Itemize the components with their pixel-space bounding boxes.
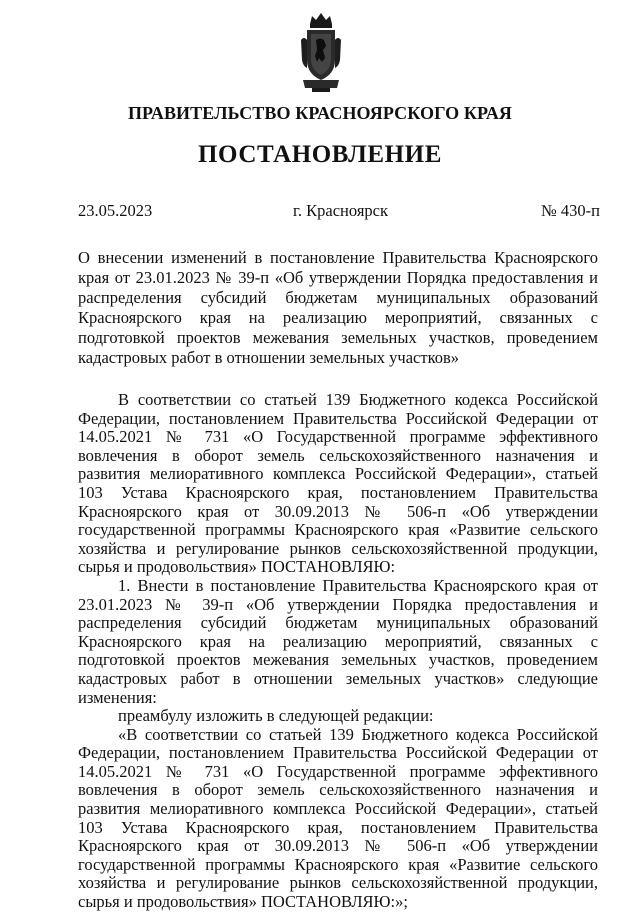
- document-body: [78, 391, 598, 912]
- document-date: 23.05.2023: [78, 201, 153, 220]
- item-1-subparagraph: преамбулу изложить в следующей редакции:: [118, 706, 434, 726]
- document-type-title: ПОСТАНОВЛЕНИЕ: [197, 141, 443, 168]
- document-subject: О внесении изменений в постановление Правительства Красноярского края от 23.01.2023 № 39-п «Об утверждении Порядка предоставления и распределения субсидий бюджетам муниципальных образований Красноярского края на реализацию мероприятий, связанных с подготовкой проектов межевания земельных участков, проведением кадастровых работ в отношении земельных участков»: [78, 248, 598, 368]
- item-1-paragraph: 1. Внести в постановление Правительства Красноярского края от 23.01.2023 № 39-п «Об утверждении Порядка предоставления и распределения субсидий бюджетам муниципальных образований Красноярского края на реализацию мероприятий, связанных с подготовкой проектов межевания земельных участков, проведением кадастровых работ в отношении земельных участков» следующие изменения:: [78, 575, 598, 707]
- coat-of-arms-icon: [298, 10, 344, 94]
- document-city: г. Красноярск: [293, 201, 389, 220]
- quoted-preamble-paragraph: «В соответствии со статьей 139 Бюджетного кодекса Российской Федерации, постановлением Правительства Российской Федерации от 14.05.2021 № 731 «О Государственной программе эффективного вовлечения в оборот земель сельскохозяйственного назначения и развития мелиоративного комплекса Российской Федерации», статьей 103 Устава Красноярского края, постановлением Правительства Красноярского края от 30.09.2013 № 506-п «Об утверждении государственной программы Красноярского края «Развитие сельского хозяйства и регулирование рынков сельскохозяйственной продукции, сырья и продовольствия» ПОСТАНОВЛЯЮ:»;: [78, 724, 598, 912]
- government-name: ПРАВИТЕЛЬСТВО КРАСНОЯРСКОГО КРАЯ: [127, 103, 513, 123]
- document-number: № 430-п: [541, 201, 600, 220]
- preamble-paragraph: В соответствии со статьей 139 Бюджетного кодекса Российской Федерации, постановлением Правительства Российской Федерации от 14.05.2021 № 731 «О Государственной программе эффективного вовлечения в оборот земель сельскохозяйственного назначения и развития мелиоративного комплекса Российской Федерации», статьей 103 Устава Красноярского края, постановлением Правительства Красноярского края от 30.09.2013 № 506-п «Об утверждении государственной программы Красноярского края «Развитие сельского хозяйства и регулирование рынков сельскохозяйственной продукции, сырья и продовольствия» ПОСТАНОВЛЯЮ:: [78, 390, 598, 577]
